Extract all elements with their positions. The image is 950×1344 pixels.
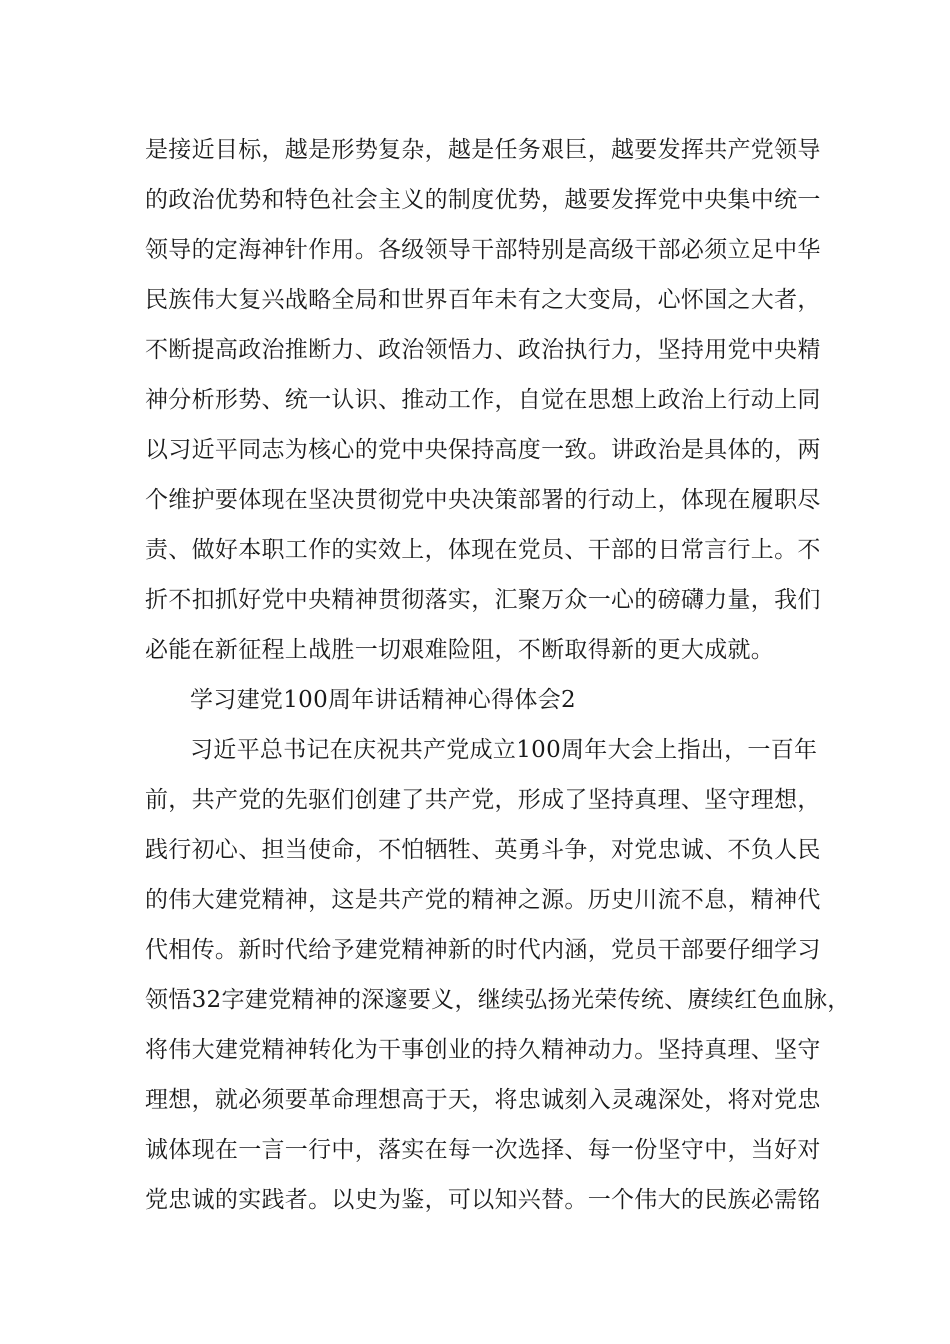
paragraph-line: 必能在新征程上战胜一切艰难险阻，不断取得新的更大成就。 xyxy=(145,637,775,663)
paragraph-line: 诚体现在一言一行中，落实在每一次选择、每一份坚守中，当好对 xyxy=(145,1137,821,1163)
paragraph-line: 践行初心、担当使命，不怕牺牲、英勇斗争，对党忠诚、不负人民 xyxy=(145,837,821,863)
paragraph-line: 折不扣抓好党中央精神贯彻落实，汇聚万众一心的磅礴力量，我们 xyxy=(145,587,821,613)
paragraph-line: 个维护要体现在坚决贯彻党中央决策部署的行动上，体现在履职尽 xyxy=(145,487,821,513)
paragraph-line: 的政治优势和特色社会主义的制度优势，越要发挥党中央集中统一 xyxy=(145,187,821,213)
paragraph-line: 领导的定海神针作用。各级领导干部特别是高级干部必须立足中华 xyxy=(145,237,821,263)
paragraph-line: 民族伟大复兴战略全局和世界百年未有之大变局，心怀国之大者， xyxy=(145,287,821,313)
paragraph-line: 责、做好本职工作的实效上，体现在党员、干部的日常言行上。不 xyxy=(145,537,821,563)
paragraph-line: 理想，就必须要革命理想高于天，将忠诚刻入灵魂深处，将对党忠 xyxy=(145,1087,821,1113)
paragraph-line: 将伟大建党精神转化为干事创业的持久精神动力。坚持真理、坚守 xyxy=(145,1037,821,1063)
paragraph-line: 党忠诚的实践者。以史为鉴，可以知兴替。一个伟大的民族必需铭 xyxy=(145,1187,821,1213)
paragraph-line: 神分析形势、统一认识、推动工作，自觉在思想上政治上行动上同 xyxy=(145,387,821,413)
section-heading: 学习建党100周年讲话精神心得体会2 xyxy=(190,687,576,713)
paragraph-line: 不断提高政治推断力、政治领悟力、政治执行力，坚持用党中央精 xyxy=(145,337,821,363)
paragraph-line: 是接近目标，越是形势复杂，越是任务艰巨，越要发挥共产党领导 xyxy=(145,137,821,163)
paragraph-line: 以习近平同志为核心的党中央保持高度一致。讲政治是具体的，两 xyxy=(145,437,821,463)
paragraph-line: 前，共产党的先驱们创建了共产党，形成了坚持真理、坚守理想， xyxy=(145,787,821,813)
paragraph-line: 代相传。新时代给予建党精神新的时代内涵，党员干部要仔细学习 xyxy=(145,937,821,963)
paragraph-line: 习近平总书记在庆祝共产党成立100周年大会上指出，一百年 xyxy=(190,737,818,763)
paragraph-line: 领悟32字建党精神的深邃要义，继续弘扬光荣传统、赓续红色血脉， xyxy=(145,987,851,1013)
paragraph-line: 的伟大建党精神，这是共产党的精神之源。历史川流不息，精神代 xyxy=(145,887,821,913)
